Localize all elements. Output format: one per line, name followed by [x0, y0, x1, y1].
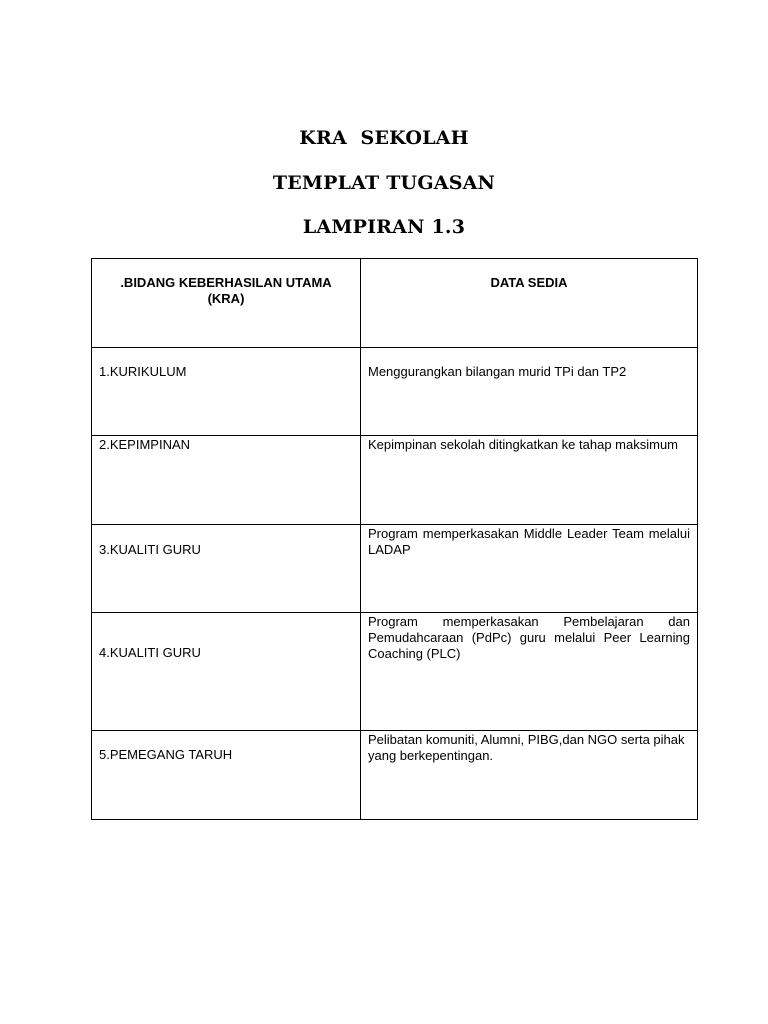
cell-kra: 4.KUALITI GURU [92, 613, 361, 731]
cell-data: Program memperkasakan Pembelajaran dan Pemudahcaraan (PdPc) guru melalui Peer Learning Coaching (PLC) [361, 613, 698, 731]
cell-data: Kepimpinan sekolah ditingkatkan ke tahap maksimum [361, 436, 698, 525]
kra-table [91, 258, 698, 820]
header-kra: .BIDANG KEBERHASILAN UTAMA (KRA) [92, 259, 361, 348]
table-row [92, 436, 698, 525]
cell-kra: 2.KEPIMPINAN [92, 436, 361, 525]
cell-kra: 3.KUALITI GURU [92, 525, 361, 613]
cell-data: Menggurangkan bilangan murid TPi dan TP2 [361, 348, 698, 436]
table-row [92, 525, 698, 613]
table-row [92, 731, 698, 820]
cell-kra: 5.PEMEGANG TARUH [92, 731, 361, 820]
document-title: KRA SEKOLAH [299, 127, 469, 149]
cell-kra: 1.KURIKULUM [92, 348, 361, 436]
document-subtitle: TEMPLAT TUGASAN [272, 172, 496, 194]
cell-data: Pelibatan komuniti, Alumni, PIBG,dan NGO serta pihak yang berkepentingan. [361, 731, 698, 820]
header-data-sedia: DATA SEDIA [361, 259, 698, 348]
table-row [92, 613, 698, 731]
table-header-row [92, 259, 698, 348]
cell-data: Program memperkasakan Middle Leader Team melalui LADAP [361, 525, 698, 613]
document-appendix-label: LAMPIRAN 1.3 [302, 216, 466, 238]
table-row [92, 348, 698, 436]
